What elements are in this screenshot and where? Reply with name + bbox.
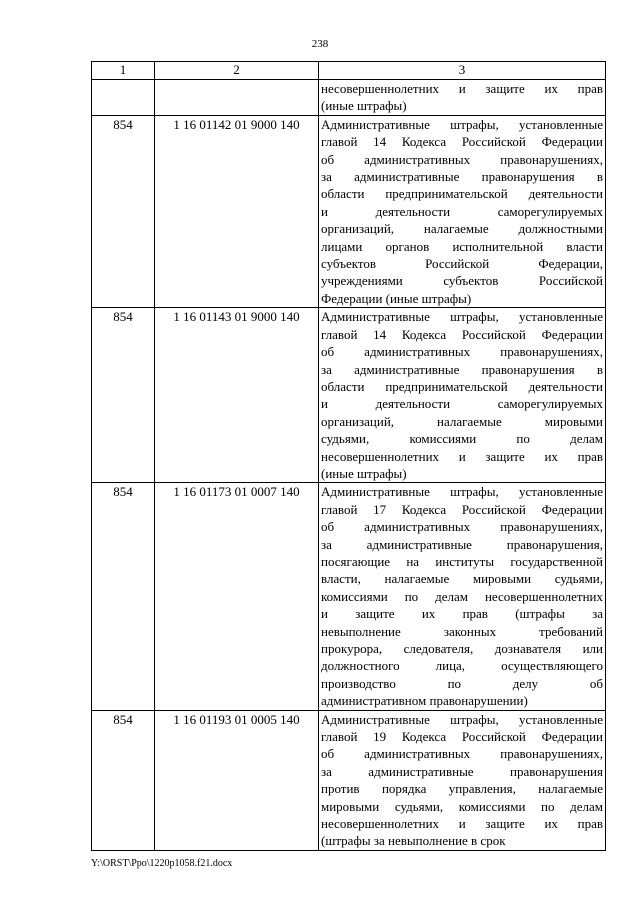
description-line: производство по делу об <box>321 675 603 691</box>
description-line: мировыми судьями, комиссиями по делам <box>321 798 603 814</box>
description-line: об административных правонарушениях, <box>321 344 603 360</box>
budget-code-cell: 1 16 01142 01 9000 140 <box>155 115 319 307</box>
description-cell <box>319 80 606 116</box>
budget-code-cell: 1 16 01143 01 9000 140 <box>155 308 319 483</box>
description-line: невыполнение законных требований <box>321 623 603 639</box>
table-header-row <box>92 62 606 80</box>
description-line: (штрафы за невыполнение в срок <box>321 833 506 849</box>
page-number: 238 <box>311 38 329 50</box>
description-line: лицами органов исполнительной власти <box>321 238 603 254</box>
description-line: административном правонарушении) <box>321 693 528 709</box>
description-line: Административные штрафы, установленные <box>321 711 603 727</box>
description-line: за административные правонарушения, <box>321 536 603 552</box>
header-col-3: 3 <box>319 62 606 80</box>
description-line: главой 14 Кодекса Российской Федерации <box>321 134 603 150</box>
admin-code-cell: 854 <box>92 115 155 307</box>
description-line: должностного лица, осуществляющего <box>321 658 603 674</box>
table-body <box>92 80 606 851</box>
description-line: за административные правонарушения в <box>321 361 603 377</box>
admin-code-cell: 854 <box>92 308 155 483</box>
description-line: (иные штрафы) <box>321 465 407 481</box>
description-cell <box>319 483 606 710</box>
description-line: организаций, налагаемые мировыми <box>321 413 603 429</box>
description-line: организаций, налагаемые должностными <box>321 221 603 237</box>
header-col-2: 2 <box>155 62 319 80</box>
description-line: (иные штрафы) <box>321 98 407 114</box>
table-row <box>92 115 606 307</box>
table-row <box>92 710 606 850</box>
description-line: прокурора, следователя, дознавателя или <box>321 641 603 656</box>
description-line: Административные штрафы, установленные <box>321 309 603 325</box>
description-line: главой 14 Кодекса Российской Федерации <box>321 326 603 342</box>
description-line: субъектов Российской Федерации, <box>321 256 603 272</box>
budget-code-cell: 1 16 01193 01 0005 140 <box>155 710 319 850</box>
description-line: судьями, комиссиями по делам <box>321 431 603 447</box>
description-line: против порядка управления, налагаемые <box>321 781 603 797</box>
description-line: учреждениями субъектов Российской <box>321 273 603 289</box>
description-line: Федерации (иные штрафы) <box>321 290 472 306</box>
description-line: об административных правонарушениях, <box>321 519 603 535</box>
budget-classification-table <box>91 61 606 851</box>
description-line: власти, налагаемые мировыми судьями, <box>321 571 603 587</box>
description-line: области предпринимательской деятельности <box>321 186 603 202</box>
description-line: и деятельности саморегулируемых <box>321 203 603 219</box>
table-row <box>92 308 606 483</box>
table-row <box>92 80 606 116</box>
admin-code-cell <box>92 80 155 116</box>
description-line: посягающие на институты государственной <box>321 553 603 569</box>
description-line: и защите их прав (штрафы за <box>321 606 603 622</box>
header-col-1: 1 <box>92 62 155 80</box>
description-line: и деятельности саморегулируемых <box>321 396 603 412</box>
description-line: несовершеннолетних и защите их прав <box>321 81 603 96</box>
description-line: об административных правонарушениях, <box>321 151 603 167</box>
description-cell <box>319 308 606 483</box>
description-line: комиссиями по делам несовершеннолетних <box>321 588 603 604</box>
description-line: области предпринимательской деятельности <box>321 378 603 394</box>
table-row <box>92 483 606 710</box>
description-line: главой 17 Кодекса Российской Федерации <box>321 501 603 517</box>
description-line: за административные правонарушения <box>321 763 603 779</box>
budget-code-cell <box>155 80 319 116</box>
description-line: об административных правонарушениях, <box>321 746 603 762</box>
description-line: главой 19 Кодекса Российской Федерации <box>321 729 603 745</box>
description-line: Административные штрафы, установленные <box>321 116 603 132</box>
admin-code-cell: 854 <box>92 710 155 850</box>
description-line: Административные штрафы, установленные <box>321 484 603 500</box>
description-line: несовершеннолетних и защите их прав <box>321 448 603 464</box>
description-line: за административные правонарушения в <box>321 169 603 185</box>
budget-code-cell: 1 16 01173 01 0007 140 <box>155 483 319 710</box>
description-cell <box>319 710 606 850</box>
footer-file-path: Y:\ORST\Ppo\1220p1058.f21.docx <box>91 858 233 869</box>
description-cell <box>319 115 606 307</box>
admin-code-cell: 854 <box>92 483 155 710</box>
description-line: несовершеннолетних и защите их прав <box>321 816 603 832</box>
